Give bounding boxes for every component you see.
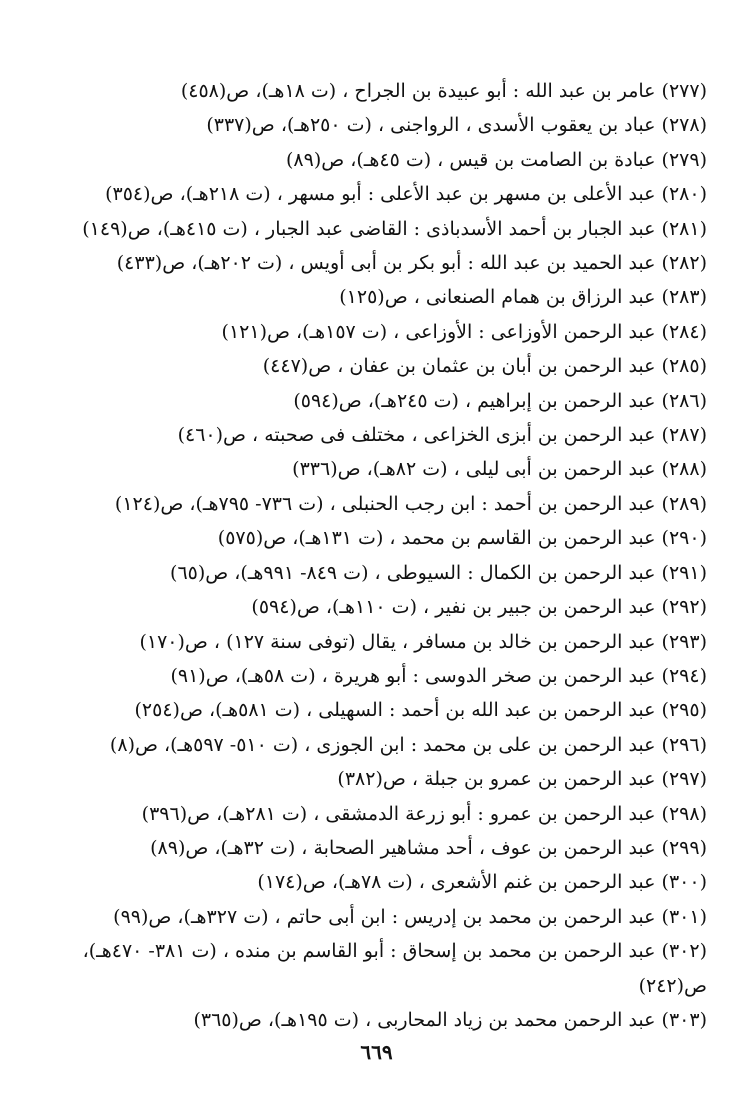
index-entry: (٢٨٨) عبد الرحمن بن أبى ليلى ، (ت ٨٢هـ)، ص(٣٣٦) (292, 458, 707, 481)
index-entry: (٢٩٦) عبد الرحمن بن على بن محمد : ابن الجوزى ، (ت ٥١٠- ٥٩٧هـ)، ص(٨) (109, 733, 707, 756)
index-entry: (٢٨٠) عبد الأعلى بن مسهر بن عبد الأعلى : أبو مسهر ، (ت ٢١٨هـ)، ص(٣٥٤) (105, 183, 707, 206)
index-entry: (٢٨٣) عبد الرزاق بن همام الصنعانى ، ص(١٢٥) (339, 286, 707, 309)
index-entry: (٢٨٧) عبد الرحمن بن أبزى الخزاعى ، مختلف فى صحبته ، ص(٤٦٠) (177, 424, 707, 447)
index-entry: (٢٩٠) عبد الرحمن بن القاسم بن محمد ، (ت ١٣١هـ)، ص(٥٧٥) (217, 527, 707, 550)
index-entry: (٢٧٧) عامر بن عبد الله : أبو عبيدة بن الجراح ، (ت ١٨هـ)، ص(٤٥٨) (180, 80, 707, 102)
index-entry: (٢٩٨) عبد الرحمن بن عمرو : أبو زرعة الدمشقى ، (ت ٢٨١هـ)، ص(٣٩٦) (141, 802, 707, 825)
index-entry: (٣٠٠) عبد الرحمن بن غنم الأشعرى ، (ت ٧٨هـ)، ص(١٧٤) (257, 871, 707, 894)
index-entry: (٢٨٥) عبد الرحمن بن أبان بن عثمان بن عفان ، ص(٤٤٧) (262, 355, 707, 378)
index-entry: (٢٩٢) عبد الرحمن بن جبير بن نفير ، (ت ١١٠هـ)، ص(٥٩٤) (251, 596, 707, 619)
index-entry: (٢٨١) عبد الجبار بن أحمد الأسدباذى : القاضى عبد الجبار ، (ت ٤١٥هـ)، ص(١٤٩) (82, 217, 707, 240)
index-entry: (٢٨٤) عبد الرحمن الأوزاعى : الأوزاعى ، (ت ١٥٧هـ)، ص(١٢١) (221, 320, 707, 343)
index-entry: (٢٧٩) عبادة بن الصامت بن قيس ، (ت ٤٥هـ)، ص(٨٩) (285, 148, 707, 171)
index-entry: (٣٠٣) عبد الرحمن محمد بن زياد المحاربى ، (ت ١٩٥هـ)، ص(٣٦٥) (193, 1008, 707, 1031)
index-entry: (٢٩١) عبد الرحمن بن الكمال : السيوطى ، (ت ٨٤٩- ٩٩١هـ)، ص(٦٥) (170, 561, 707, 584)
index-entry: (٢٩٧) عبد الرحمن بن عمرو بن جبلة ، ص(٣٨٢) (337, 768, 707, 791)
page-number: ٦٦٩ (360, 1040, 393, 1064)
index-entry-list (57, 74, 707, 1037)
index-entry: (٣٠١) عبد الرحمن بن محمد بن إدريس : ابن أبى حاتم ، (ت ٣٢٧هـ)، ص(٩٩) (113, 905, 707, 928)
index-entry: (٢٨٩) عبد الرحمن بن أحمد : ابن رجب الحنبلى ، (ت ٧٣٦- ٧٩٥هـ)، ص(١٢٤) (114, 492, 707, 515)
index-entry: (٢٩٥) عبد الرحمن بن عبد الله بن أحمد : السهيلى ، (ت ٥٨١هـ)، ص(٢٥٤) (134, 699, 707, 722)
index-entry: (٢٩٣) عبد الرحمن بن خالد بن مسافر ، يقال (توفى سنة ١٢٧) ، ص(١٧٠) (139, 630, 707, 653)
index-entry: (٢٨٦) عبد الرحمن بن إبراهيم ، (ت ٢٤٥هـ)، ص(٥٩٤) (293, 389, 707, 412)
index-entry: (٢٩٤) عبد الرحمن بن صخر الدوسى : أبو هريرة ، (ت ٥٨هـ)، ص(٩١) (170, 664, 707, 687)
index-entry: (٢٩٩) عبد الرحمن بن عوف ، أحد مشاهير الصحابة ، (ت ٣٢هـ)، ص(٨٩) (150, 836, 707, 859)
index-entry: (٢٨٢) عبد الحميد بن عبد الله : أبو بكر بن أبى أويس ، (ت ٢٠٢هـ)، ص(٤٣٣) (116, 252, 707, 275)
index-entry: (٣٠٢) عبد الرحمن بن محمد بن إسحاق : أبو القاسم بن منده ، (ت ٣٨١- ٤٧٠هـ)، ص(٢٤٢) (82, 940, 707, 997)
index-entry: (٢٧٨) عباد بن يعقوب الأسدى ، الرواجنى ، (ت ٢٥٠هـ)، ص(٣٣٧) (206, 114, 707, 137)
